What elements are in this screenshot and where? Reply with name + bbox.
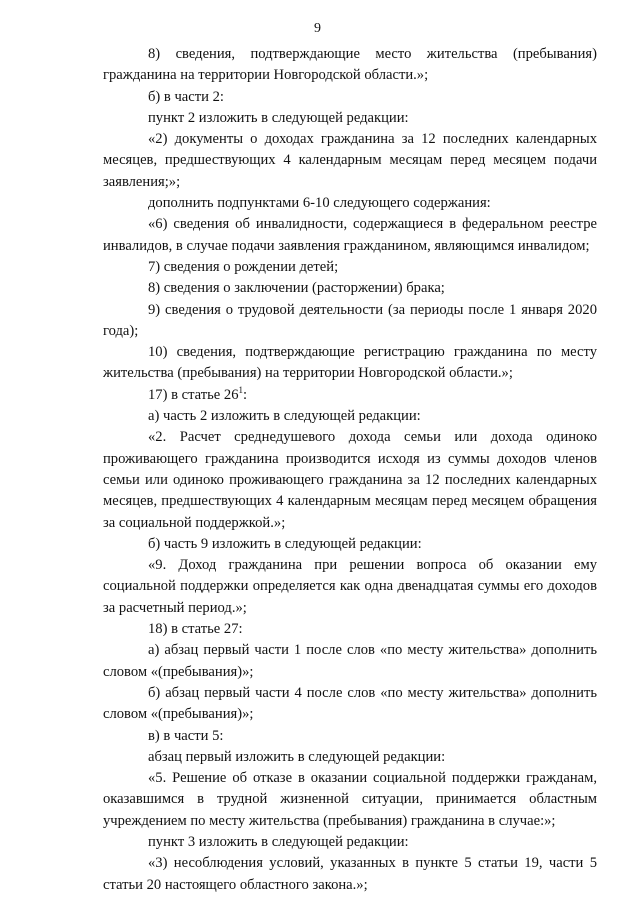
paragraph: пункт 3 изложить в следующей редакции: [148, 833, 409, 850]
article-17-prefix: 17) в статье 26 [148, 386, 239, 403]
paragraph: 10) сведения, подтверждающие регистрацию гражданина по месту жительства (пребывания) на территории Новгородской области.»; [103, 344, 597, 382]
paragraph: «2. Расчет среднедушевого дохода семьи или дохода одиноко проживающего гражданина производится исходя из суммы доходов членов семьи или одиноко проживающего гражданина за 12 последних календарных месяцев, предшествующих 4 календарным месяцам перед месяцем обращения за социальной поддержкой.»; [103, 429, 597, 531]
article-17-suffix: : [243, 386, 248, 403]
paragraph: «5. Решение об отказе в оказании социальной поддержки гражданам, оказавшимся в трудной жизненной ситуации, принимается областным учреждением по месту жительства (пребывания) гражданина в случае:»; [103, 770, 597, 829]
paragraph: «3) несоблюдения условий, указанных в пункте 5 статьи 19, части 5 статьи 20 настоящего областного закона.»; [103, 855, 597, 893]
paragraph: б) абзац первый части 4 после слов «по месту жительства» дополнить словом «(пребывания)»; [103, 684, 597, 723]
paragraph: «6) сведения об инвалидности, содержащиеся в федеральном реестре инвалидов, в случае подачи заявления гражданином, являющимся инвалидом; [103, 216, 597, 254]
page-number: 9 [314, 21, 321, 36]
paragraph: а) часть 2 изложить в следующей редакции: [148, 408, 421, 425]
paragraph: пункт 2 изложить в следующей редакции: [148, 109, 409, 126]
paragraph: а) абзац первый части 1 после слов «по месту жительства» дополнить словом «(пребывания)»; [103, 642, 597, 680]
article-17-superscript: 1 [238, 384, 244, 395]
paragraph: 8) сведения о заключении (расторжении) брака; [148, 280, 445, 297]
paragraph: в) в части 5: [148, 727, 224, 744]
document-body [103, 44, 597, 896]
paragraph: абзац первый изложить в следующей редакции: [148, 748, 446, 765]
paragraph: дополнить подпунктами 6-10 следующего содержания: [148, 195, 491, 212]
paragraph: «9. Доход гражданина при решении вопроса об оказании ему социальной поддержки определяется как одна двенадцатая суммы его доходов за расчетный период.»; [103, 557, 597, 616]
paragraph: 8) сведения, подтверждающие место жительства (пребывания) гражданина на территории Новгородской области.»; [103, 46, 597, 84]
paragraph: «2) документы о доходах гражданина за 12 последних календарных месяцев, предшествующих 4 календарным месяцам перед месяцем подачи заявления;»; [103, 131, 597, 190]
paragraph: 18) в статье 27: [148, 621, 243, 638]
paragraph: 9) сведения о трудовой деятельности (за периоды после 1 января 2020 года); [103, 301, 597, 339]
paragraph: б) часть 9 изложить в следующей редакции: [148, 535, 422, 552]
paragraph: 7) сведения о рождении детей; [148, 258, 339, 275]
paragraph-article-17 [103, 385, 597, 406]
paragraph: б) в части 2: [148, 88, 224, 105]
